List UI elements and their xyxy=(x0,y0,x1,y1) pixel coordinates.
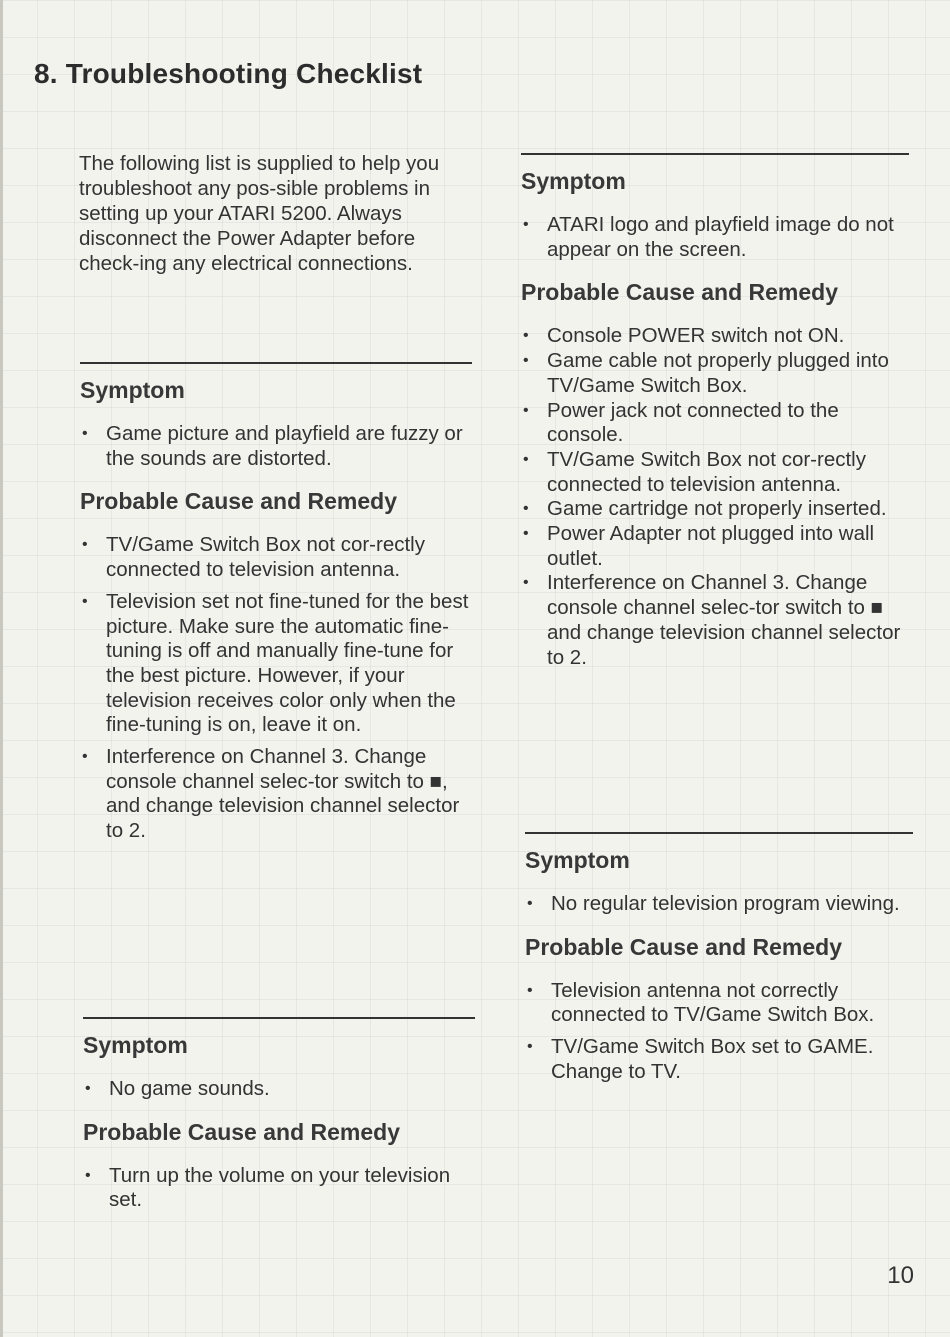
remedy-list xyxy=(80,533,472,843)
remedy-item: • Console POWER switch not ON. xyxy=(523,324,845,348)
bullet-icon: • xyxy=(523,352,529,370)
intro-paragraph: The following list is supplied to help you troubleshoot any pos-sible problems in setting up your ATARI 5200. Always disconnect the Power Adapter before check-ing any electrical connections. xyxy=(79,152,440,275)
section-divider xyxy=(521,153,909,155)
remedy-list xyxy=(83,1164,475,1213)
symptom-item: • ATARI logo and playfield image do not appear on the screen. xyxy=(523,213,894,261)
symptom-list xyxy=(80,422,472,471)
troubleshoot-section-4 xyxy=(525,832,913,1092)
section-divider xyxy=(525,832,913,834)
troubleshoot-section-3 xyxy=(521,153,909,670)
symptom-item: • Game picture and playfield are fuzzy or the sounds are distorted. xyxy=(82,422,463,470)
remedy-item: • TV/Game Switch Box not cor-rectly connected to television antenna. xyxy=(82,533,425,582)
cause-heading: Probable Cause and Remedy xyxy=(80,488,397,515)
remedy-list xyxy=(525,979,913,1085)
bullet-icon: • xyxy=(523,401,529,419)
symptom-item: • No game sounds. xyxy=(85,1077,270,1100)
symptom-list xyxy=(525,892,913,917)
bullet-icon: • xyxy=(85,1166,91,1184)
cause-heading: Probable Cause and Remedy xyxy=(83,1118,400,1145)
remedy-item: • Power Adapter not plugged into wall outlet. xyxy=(523,522,875,570)
bullet-icon: • xyxy=(523,500,529,518)
symptom-heading: Symptom xyxy=(80,377,185,403)
bullet-icon: • xyxy=(523,327,529,345)
page-title: 8. Troubleshooting Checklist xyxy=(34,58,423,89)
cause-heading: Probable Cause and Remedy xyxy=(521,279,838,306)
page-edge xyxy=(0,0,3,1337)
remedy-item: • Game cartridge not properly inserted. xyxy=(523,497,887,521)
symptom-item: • No regular television program viewing. xyxy=(527,892,900,915)
section-divider xyxy=(80,362,472,364)
bullet-icon: • xyxy=(82,425,88,442)
troubleshoot-section-1 xyxy=(80,362,472,851)
bullet-icon: • xyxy=(523,574,529,592)
bullet-icon: • xyxy=(523,216,529,233)
bullet-icon: • xyxy=(85,1080,91,1097)
symptom-list xyxy=(83,1077,475,1102)
remedy-item: • TV/Game Switch Box not cor-rectly connected to television antenna. xyxy=(523,447,866,496)
symptom-heading: Symptom xyxy=(83,1032,188,1058)
bullet-icon: • xyxy=(527,981,533,999)
bullet-icon: • xyxy=(82,536,88,554)
bullet-icon: • xyxy=(527,1038,533,1056)
bullet-icon: • xyxy=(523,525,529,543)
remedy-list xyxy=(521,324,909,670)
bullet-icon: • xyxy=(527,895,533,912)
remedy-item: • TV/Game Switch Box set to GAME. Change to TV. xyxy=(527,1035,874,1083)
remedy-item: • Interference on Channel 3. Change console channel selec-tor switch to ■, and change television channel selector to 2. xyxy=(82,745,460,843)
remedy-item: • Power jack not connected to the console. xyxy=(523,398,839,447)
symptom-list xyxy=(521,213,909,262)
page-number: 10 xyxy=(887,1262,914,1289)
remedy-item: • Television antenna not correctly connected to TV/Game Switch Box. xyxy=(527,978,875,1027)
troubleshoot-section-2 xyxy=(83,1017,475,1220)
remedy-item: • Turn up the volume on your television set. xyxy=(85,1163,451,1212)
remedy-item: • Interference on Channel 3. Change console channel selec-tor switch to ■ and change television channel selector to 2. xyxy=(523,571,901,669)
symptom-heading: Symptom xyxy=(521,168,626,194)
symptom-heading: Symptom xyxy=(525,847,630,873)
bullet-icon: • xyxy=(523,450,529,468)
remedy-item: • Game cable not properly plugged into TV/Game Switch Box. xyxy=(523,349,889,397)
section-divider xyxy=(83,1017,475,1019)
cause-heading: Probable Cause and Remedy xyxy=(525,933,842,960)
remedy-item: • Television set not fine-tuned for the best picture. Make sure the automatic fine-tuning is off and manually fine-tune for the best picture. However, if your television receives color only when the fine-tuning is on, leave it on. xyxy=(82,589,469,737)
bullet-icon: • xyxy=(82,592,88,610)
bullet-icon: • xyxy=(82,748,88,766)
